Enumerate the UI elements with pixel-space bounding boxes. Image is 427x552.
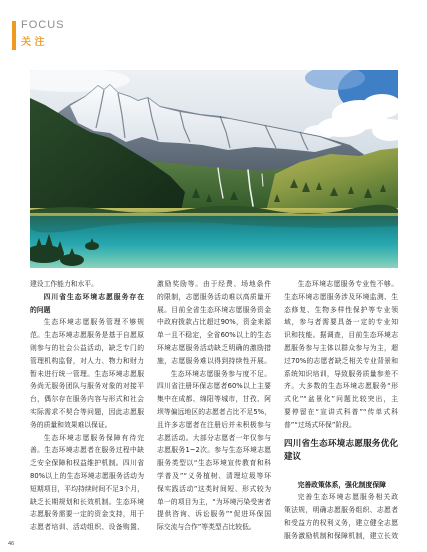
text-line: 服务激励机制和保障机制，建立长效 — [284, 531, 398, 540]
text-line: 志愿活动。大部分志愿者一年仅参与 — [157, 433, 271, 442]
text-line: 善。生态环境志愿者在服务过程中缺 — [30, 446, 144, 455]
paragraph-management — [30, 316, 144, 431]
text-line: 乏安全保障和权益维护机制。四川省 — [30, 459, 144, 468]
paragraph-policy — [284, 491, 398, 542]
text-line: 建设工作能力和水平。 — [30, 280, 98, 288]
text-line: 提供咨询、诉讼服务”“促进环保国 — [157, 510, 271, 519]
text-line: 单一且不稳定，全省60%以上的生态 — [157, 331, 271, 340]
text-line: 普”“过场式环保”阶段。 — [284, 420, 356, 429]
text-line: 学普及”“义务植树、清理垃圾等环 — [157, 471, 271, 480]
text-line: 生态环境志愿服务管理不够规 — [43, 318, 144, 327]
text-line: 际交流与合作”等类型占比较低。 — [157, 523, 256, 532]
text-line: 且许多志愿者在注册后并未积极参与 — [157, 420, 271, 429]
text-line: 范。生态环境志愿服务是基于自愿原 — [30, 331, 144, 340]
section-label-cn: 关 注 — [21, 37, 45, 48]
text-line: 缺乏长期规划和长效机制。生态环境 — [30, 497, 144, 506]
continued-paragraph — [30, 278, 144, 291]
text-line: 中政府拨款占比超过90%，资金来源 — [157, 318, 271, 327]
text-line: 施，志愿服务难以得到持续性开展。 — [157, 356, 271, 365]
article-column-3 — [284, 278, 398, 543]
heading-line: 建议 — [284, 452, 302, 463]
text-line: 策法规，明确志愿服务组织、志愿者 — [284, 506, 398, 515]
text-line: 志愿者培训、活动组织、设备购置、 — [30, 523, 144, 532]
text-line: 齐。大多数的生态环境志愿服务“形 — [284, 382, 398, 391]
text-line: 生态环境志愿服务保障有待完 — [43, 433, 144, 442]
text-line: 短期项目，平均持续时间不足3个月， — [30, 484, 144, 493]
paragraph-professionalism — [284, 278, 398, 432]
text-line: 暂未进行统一管理。生态环境志愿服 — [30, 369, 144, 378]
text-line: 台，偶尔存在服务内容与形式和社会 — [30, 395, 144, 404]
text-line: 过70%的志愿者缺乏相关专业背景和 — [284, 356, 398, 365]
text-line: 完善生态环境志愿服务相关政 — [297, 493, 398, 502]
heading-line: 四川省生态环境志愿服务存在 — [43, 292, 144, 301]
text-line: 态修复、生物多样性保护等专业领 — [284, 305, 398, 314]
page-number: 46 — [8, 541, 15, 547]
text-line: 和受益方的权利义务，建立健全志愿 — [284, 518, 398, 527]
section-label-en: FOCUS — [21, 19, 65, 31]
text-line: 要停留在“宣讲式科普”“传单式科 — [284, 407, 398, 416]
text-line: 务的质量和效果难以保证。 — [30, 420, 112, 429]
paragraph-guarantee — [30, 432, 144, 534]
text-line: 式化”“盆景化”问题比较突出，主 — [284, 395, 398, 404]
text-line: 则参与的社会公益活动，缺乏专门的 — [30, 343, 144, 352]
heading-line: 完善政策体系，强化制度保障 — [297, 480, 386, 489]
text-line: 环境志愿服务活动缺乏明确的激励措 — [157, 343, 271, 352]
text-line: 的限制，志愿服务活动难以高质量开 — [157, 292, 271, 301]
text-line: 生态环境志愿服务涉及环境监测、生 — [284, 292, 398, 301]
text-line: 生态环境志愿服务参与度不足。 — [170, 369, 271, 378]
text-line: 坝等偏远地区的志愿者占比不足5%， — [157, 407, 271, 416]
text-line: 激励奖励等。由于经费、场地条件 — [157, 280, 271, 288]
landscape-photo — [30, 70, 398, 268]
text-line: 管理机构监督，对人力、物力和财力 — [30, 356, 144, 365]
text-line: 单一的项目为主，“为环境污染受害者 — [157, 497, 271, 506]
paragraph-guarantee-continued — [157, 278, 271, 368]
section-accent-bar — [12, 21, 16, 50]
text-line: 实际需求不契合等问题，因此志愿服 — [30, 407, 144, 416]
article-column-1 — [30, 278, 144, 534]
subheading-policy-system — [284, 479, 398, 492]
text-line: 志愿服务需要一定的资金支持，用于 — [30, 510, 144, 519]
text-line: 保实践活动”这类时间短、形式较为 — [157, 484, 271, 493]
subheading-existing-problems — [30, 291, 144, 317]
heading-line: 的问题 — [30, 305, 51, 314]
text-line: 志愿服务1~2次。参与生态环境志愿 — [157, 446, 271, 455]
text-line: 识和技能。据调查，目前生态环境志 — [284, 331, 398, 340]
text-line: 系统知识培训，导致服务质量参差不 — [284, 369, 398, 378]
heading-line: 四川省生态环境志愿服务优化 — [284, 438, 398, 449]
section-heading-suggestions — [284, 438, 398, 465]
text-line: 域，参与者需要具备一定的专业知 — [284, 318, 398, 327]
paragraph-participation — [157, 368, 271, 534]
text-line: 四川省注册环保志愿者60%以上主要 — [157, 382, 271, 391]
text-line: 愿服务参与主体以群众参与为主，超 — [284, 343, 398, 352]
text-line: 80%以上的生态环境志愿服务活动为 — [30, 471, 144, 480]
text-line: 集中在成都、绵阳等城市，甘孜、阿 — [157, 395, 271, 404]
article-column-2 — [157, 278, 271, 534]
text-line: 务尚无服务团队与服务对象的对接平 — [30, 382, 144, 391]
text-line: 展。目前全省生态环境志愿服务资金 — [157, 305, 271, 314]
text-line: 服务类型以“生态环境宣传教育和科 — [157, 459, 271, 468]
text-line: 生态环境志愿服务专业性不够。 — [297, 280, 398, 288]
